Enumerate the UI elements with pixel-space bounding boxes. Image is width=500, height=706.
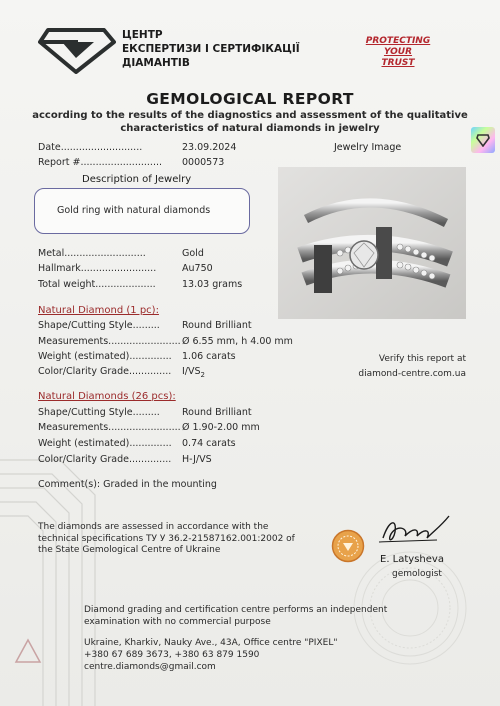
description-title: Description of Jewelry <box>82 174 192 185</box>
description-box <box>34 188 250 234</box>
hallmark-label: Hallmark......................... <box>38 263 157 274</box>
report-subtitle <box>30 109 470 135</box>
total-weight-label: Total weight.................... <box>38 279 156 290</box>
d2-shape-row <box>38 407 160 418</box>
assessment-line-1: The diamonds are assessed in accordance with the <box>38 522 269 532</box>
report-number-label: Report #........................... <box>38 157 163 168</box>
hallmark-row <box>38 263 156 274</box>
d2-measure-label: Measurements........................ <box>38 422 181 433</box>
footer-line-2: examination with no commercial purpose <box>84 617 271 627</box>
d1-grade-value <box>182 366 205 379</box>
assessment-line-2: technical specifications ТУ У 36.2-21587162.001:2002 of <box>38 533 295 544</box>
organization-name <box>122 28 300 70</box>
subtitle-line-1: according to the results of the diagnostics and assessment of the qualitative <box>32 110 468 121</box>
d1-measure-label: Measurements........................ <box>38 336 181 347</box>
report-number-row <box>38 157 162 168</box>
d2-weight-label: Weight (estimated).............. <box>38 438 172 449</box>
d2-measure-row <box>38 422 181 433</box>
description-text: Gold ring with natural diamonds <box>57 205 211 216</box>
d1-shape-value: Round Brilliant <box>182 320 252 331</box>
hologram-sticker <box>471 127 495 153</box>
org-line-1: ЦЕНТР <box>122 29 163 41</box>
org-line-3: ДІАМАНТІВ <box>122 57 190 69</box>
ring-photo <box>278 167 466 319</box>
d1-measure-row <box>38 336 181 347</box>
date-row <box>38 142 142 153</box>
metal-row <box>38 248 146 259</box>
report-number-value: 0000573 <box>182 157 225 168</box>
d2-shape-label: Shape/Cutting Style......... <box>38 407 160 418</box>
d2-weight-value: 0.74 carats <box>182 438 236 449</box>
date-value: 23.09.2024 <box>182 142 237 153</box>
d1-shape-row <box>38 320 160 331</box>
metal-value: Gold <box>182 248 204 259</box>
d2-shape-value: Round Brilliant <box>182 407 252 418</box>
tagline-line-1: PROTECTING <box>365 36 431 46</box>
org-line-2: ЕКСПЕРТИЗИ І СЕРТИФІКАЦІЇ <box>122 43 300 55</box>
tagline-line-3: TRUST <box>381 58 415 68</box>
d1-measure-value: Ø 6.55 mm, h 4.00 mm <box>182 336 293 347</box>
diamond-logo-icon <box>38 26 116 74</box>
d1-weight-label: Weight (estimated).............. <box>38 351 172 362</box>
tagline-line-2: YOUR <box>383 47 413 57</box>
footer-phones: +380 67 689 3673, +380 63 879 1590 <box>84 650 260 660</box>
signer-name: E. Latysheva <box>380 554 444 565</box>
jewelry-image-label: Jewelry Image <box>334 142 402 153</box>
diamond2-heading: Natural Diamonds (26 pcs): <box>38 391 176 402</box>
verify-text: Verify this report at <box>378 354 466 364</box>
assessment-line-3: the State Gemological Centre of Ukraine <box>38 545 221 555</box>
hallmark-value: Au750 <box>182 263 213 274</box>
report-title: GEMOLOGICAL REPORT <box>146 90 354 108</box>
signer-role: gemologist <box>392 569 442 579</box>
verify-link[interactable]: diamond-centre.com.ua <box>358 369 466 379</box>
comments: Comment(s): Graded in the mounting <box>38 479 217 490</box>
d1-shape-label: Shape/Cutting Style......... <box>38 320 160 331</box>
d1-grade-row <box>38 366 171 377</box>
subtitle-line-2: characteristics of natural diamonds in jewelry <box>120 123 380 134</box>
verify-block <box>352 352 466 382</box>
hologram-diamond-icon <box>476 133 490 147</box>
d1-weight-value: 1.06 carats <box>182 351 236 362</box>
total-weight-value: 13.03 grams <box>182 279 243 290</box>
date-label: Date........................... <box>38 142 143 153</box>
d2-grade-value: H-J/VS <box>182 454 212 465</box>
d1-grade-main: I/VS <box>182 366 201 377</box>
footer-email[interactable]: centre.diamonds@gmail.com <box>84 662 216 672</box>
footer-line-1: Diamond grading and certification centre performs an independent <box>84 605 388 615</box>
metal-label: Metal........................... <box>38 248 146 259</box>
tagline <box>352 36 444 69</box>
assessment-text <box>38 522 328 557</box>
d2-grade-label: Color/Clarity Grade.............. <box>38 454 172 465</box>
d1-weight-row <box>38 351 172 362</box>
total-weight-row <box>38 279 156 290</box>
footer-address: Ukraine, Kharkiv, Nauky Ave., 43A, Office centre "PIXEL" <box>84 638 338 648</box>
d2-weight-row <box>38 438 172 449</box>
signature-icon <box>375 512 457 550</box>
d1-grade-label: Color/Clarity Grade.............. <box>38 366 172 377</box>
d2-measure-value: Ø 1.90-2.00 mm <box>182 422 260 433</box>
d1-grade-sub: 2 <box>200 370 206 379</box>
diamond1-heading: Natural Diamond (1 pc): <box>38 305 159 316</box>
d2-grade-row <box>38 454 171 465</box>
